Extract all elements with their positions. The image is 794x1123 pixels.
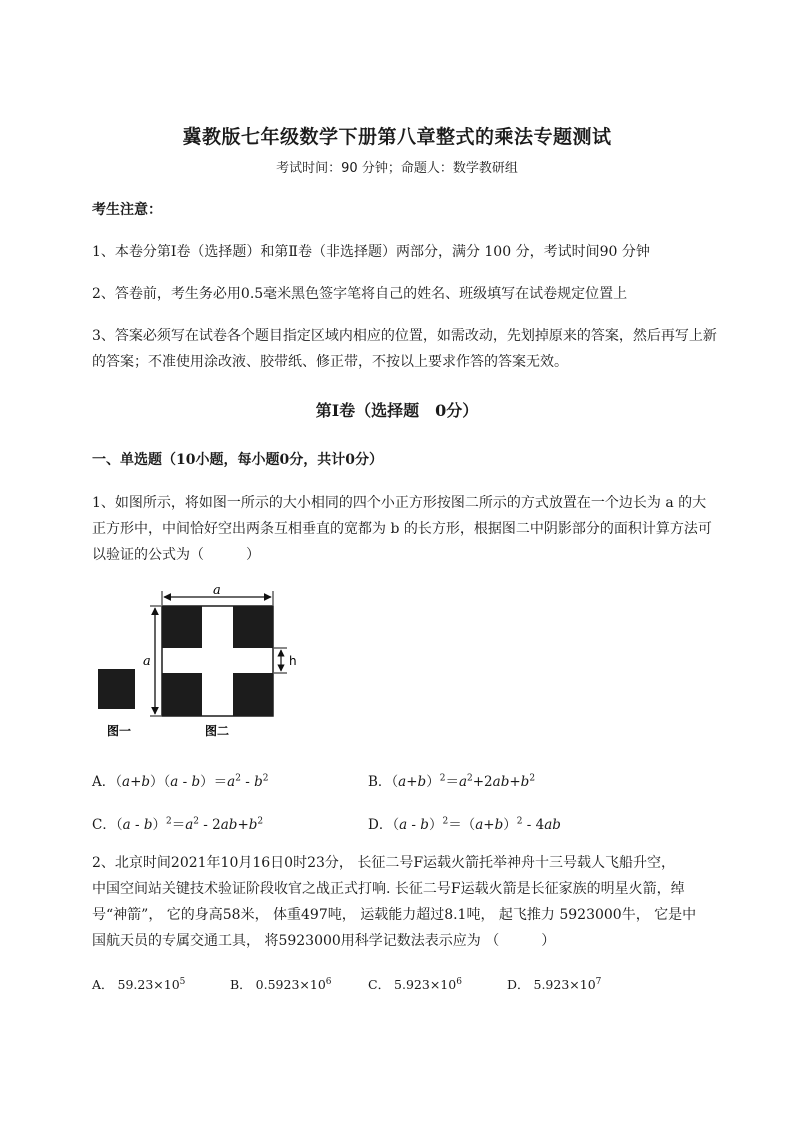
section-title: 第Ⅰ卷（选择题 0分）: [315, 401, 479, 420]
question-1-line1: 1、如图所示，将如图一所示的大小相同的四个小正方形按图二所示的方式放置在一个边长为 a 的大: [92, 495, 707, 511]
figure-one-square: [98, 669, 135, 709]
question-2-option-c[interactable]: C． $5.923\times 10^6$: [368, 976, 462, 992]
question-1-line2: 正方形中，中间恰好空出两条互相垂直的宽都为 b 的长方形，根据图二中阴影部分的面积计算方法可: [92, 521, 712, 537]
question-2-line4: 国航天员的专属交通工具， 将5923000用科学记数法表示应为 （ ）: [92, 933, 556, 949]
question-2-line1: 2、北京时间2021年10月16日0时23分， 长征二号F运载火箭托举神舟十三号载人飞船升空，: [92, 855, 676, 871]
part-heading: 一、单选题（10小题，每小题0分，共计0分）: [92, 452, 383, 468]
question-1-option-b[interactable]: B．$(a+b)^2=a^2+2ab+b^2$: [368, 773, 536, 790]
question-2-option-b[interactable]: B． $0.5923\times 10^6$: [230, 976, 332, 992]
question-2-option-a[interactable]: A． $59.23\times 10^5$: [92, 976, 186, 992]
notice-item-2: 2、答卷前，考生务必用0.5毫米黑色签字笔将自己的姓名、班级填写在试卷规定位置上: [92, 286, 628, 302]
exam-subtitle: 考试时间：90 分钟；命题人：数学教研组: [276, 161, 518, 176]
caption-figure-two: 图二: [205, 724, 230, 738]
notice-heading: 考生注意：: [92, 202, 162, 218]
notice-item-3-line2: 的答案；不准使用涂改液、胶带纸、修正带，不按以上要求作答的答案无效。: [92, 354, 568, 370]
caption-figure-one: 图一: [107, 724, 132, 738]
question-2-line2: 中国空间站关键技术验证阶段收官之战正式打响. 长征二号F运载火箭是长征家族的明星火箭，绰: [92, 881, 685, 897]
notice-item-3: [92, 323, 752, 375]
question-1-option-d[interactable]: D．$(a - b)^2=(a+b)^2 - 4ab$: [368, 816, 561, 833]
question-1-line3: 以验证的公式为（ ）: [92, 547, 260, 563]
exam-title: 冀教版七年级数学下册第八章整式的乘法专题测试: [182, 126, 612, 148]
question-2-text: [92, 850, 752, 954]
label-a-top: a: [213, 585, 221, 598]
question-1-text: [92, 490, 752, 568]
notice-item-3-line1: 3、答案必须写在试卷各个题目指定区域内相应的位置，如需改动，先划掉原来的答案，然后再写上新: [92, 328, 717, 344]
question-1-option-c[interactable]: C．$(a - b)^2=a^2 - 2ab+b^2$: [92, 816, 264, 833]
label-strip-width: h: [289, 654, 297, 668]
question-2-option-d[interactable]: D． $5.923\times 10^7$: [507, 976, 602, 992]
figure-two-squares: [162, 606, 273, 716]
question-1-figure: [95, 585, 305, 745]
question-2-line3: 号“神箭”， 它的身高58米， 体重497吨， 运载能力超过8.1吨， 起飞推力 5923000牛， 它是中: [92, 907, 697, 923]
question-1-option-a[interactable]: A．$(a+b)(a - b)=a^2 - b^2$: [92, 773, 269, 790]
label-a-side: a: [143, 654, 151, 669]
notice-item-1: 1、本卷分第Ⅰ卷（选择题）和第Ⅱ卷（非选择题）两部分，满分 100 分，考试时间90 分钟: [92, 244, 650, 260]
